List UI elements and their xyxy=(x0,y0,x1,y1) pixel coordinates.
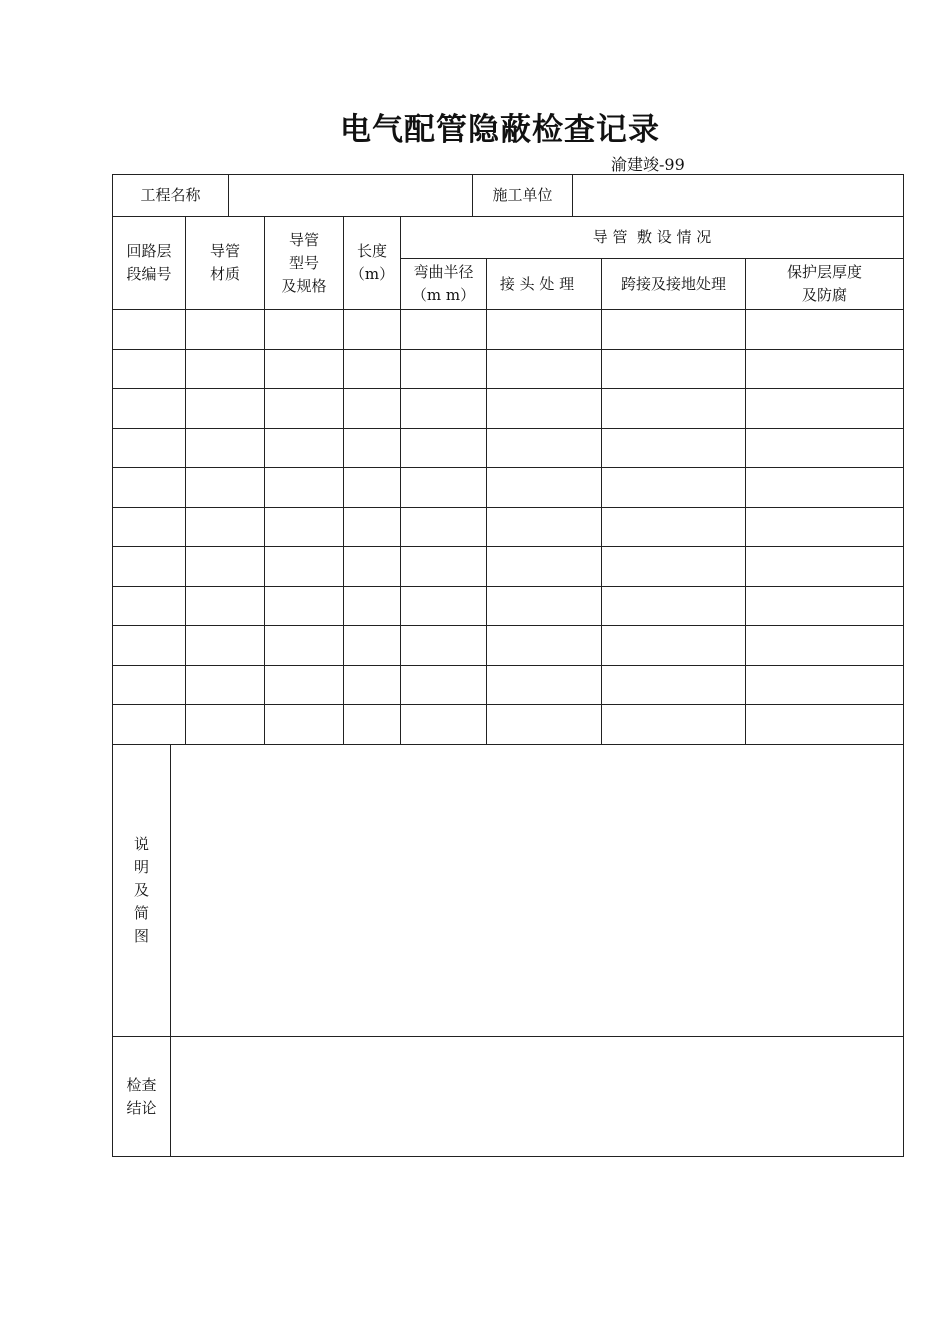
table-cell-bridging-grounding[interactable] xyxy=(602,468,745,507)
table-cell-protective-layer[interactable] xyxy=(746,389,903,428)
table-cell-conduit-type-spec[interactable] xyxy=(265,705,343,744)
table-cell-bend-radius[interactable] xyxy=(401,587,486,626)
table-border-bottom xyxy=(112,1156,904,1157)
table-cell-bridging-grounding[interactable] xyxy=(602,547,745,586)
conclusion-field[interactable] xyxy=(171,1037,903,1156)
table-cell-conduit-type-spec[interactable] xyxy=(265,389,343,428)
table-cell-circuit-segment[interactable] xyxy=(113,626,185,665)
table-cell-conduit-material[interactable] xyxy=(186,350,264,389)
col-header-bend-radius: 弯曲半径 （m m） xyxy=(411,263,476,304)
table-cell-protective-layer[interactable] xyxy=(746,666,903,705)
table-cell-conduit-type-spec[interactable] xyxy=(265,666,343,705)
table-cell-conduit-type-spec[interactable] xyxy=(265,350,343,389)
table-cell-circuit-segment[interactable] xyxy=(113,429,185,468)
table-cell-length[interactable] xyxy=(344,587,400,626)
table-cell-protective-layer[interactable] xyxy=(746,468,903,507)
table-cell-conduit-material[interactable] xyxy=(186,666,264,705)
table-cell-bridging-grounding[interactable] xyxy=(602,666,745,705)
table-cell-conduit-material[interactable] xyxy=(186,705,264,744)
table-cell-length[interactable] xyxy=(344,389,400,428)
table-cell-protective-layer[interactable] xyxy=(746,508,903,547)
table-cell-bend-radius[interactable] xyxy=(401,468,486,507)
col-header-length: 长度 （m） xyxy=(349,242,395,283)
table-cell-joint-treatment[interactable] xyxy=(487,587,601,626)
table-cell-length[interactable] xyxy=(344,508,400,547)
table-cell-length[interactable] xyxy=(344,350,400,389)
contractor-field[interactable] xyxy=(573,175,903,216)
table-cell-conduit-type-spec[interactable] xyxy=(265,547,343,586)
table-cell-bend-radius[interactable] xyxy=(401,666,486,705)
col-header-joint-treatment: 接 头 处 理 xyxy=(499,274,575,293)
table-cell-conduit-type-spec[interactable] xyxy=(265,310,343,349)
table-cell-protective-layer[interactable] xyxy=(746,705,903,744)
table-cell-joint-treatment[interactable] xyxy=(487,310,601,349)
table-cell-joint-treatment[interactable] xyxy=(487,389,601,428)
table-cell-bridging-grounding[interactable] xyxy=(602,389,745,428)
project-name-field[interactable] xyxy=(229,175,472,216)
table-cell-joint-treatment[interactable] xyxy=(487,350,601,389)
table-cell-bridging-grounding[interactable] xyxy=(602,705,745,744)
col-header-conduit-material: 导管 材质 xyxy=(209,242,240,283)
table-cell-length[interactable] xyxy=(344,310,400,349)
table-cell-conduit-material[interactable] xyxy=(186,389,264,428)
table-cell-conduit-material[interactable] xyxy=(186,468,264,507)
table-cell-circuit-segment[interactable] xyxy=(113,350,185,389)
table-cell-circuit-segment[interactable] xyxy=(113,468,185,507)
page-title: 电气配管隐蔽检查记录 xyxy=(340,112,660,148)
table-cell-joint-treatment[interactable] xyxy=(487,666,601,705)
table-cell-conduit-type-spec[interactable] xyxy=(265,429,343,468)
table-cell-bridging-grounding[interactable] xyxy=(602,310,745,349)
table-cell-joint-treatment[interactable] xyxy=(487,429,601,468)
table-cell-length[interactable] xyxy=(344,705,400,744)
table-cell-conduit-type-spec[interactable] xyxy=(265,587,343,626)
table-cell-joint-treatment[interactable] xyxy=(487,705,601,744)
table-cell-protective-layer[interactable] xyxy=(746,350,903,389)
table-cell-joint-treatment[interactable] xyxy=(487,626,601,665)
col-header-circuit-segment: 回路层 段编号 xyxy=(126,242,172,283)
table-cell-circuit-segment[interactable] xyxy=(113,310,185,349)
table-cell-circuit-segment[interactable] xyxy=(113,508,185,547)
table-cell-joint-treatment[interactable] xyxy=(487,468,601,507)
col-group-header-laying: 导 管 敷 设 情 况 xyxy=(592,228,712,246)
table-cell-conduit-material[interactable] xyxy=(186,429,264,468)
table-cell-bridging-grounding[interactable] xyxy=(602,587,745,626)
table-cell-bend-radius[interactable] xyxy=(401,350,486,389)
col-header-bridging-grounding: 跨接及接地处理 xyxy=(620,274,726,293)
table-cell-conduit-material[interactable] xyxy=(186,587,264,626)
table-cell-bend-radius[interactable] xyxy=(401,508,486,547)
table-cell-bridging-grounding[interactable] xyxy=(602,626,745,665)
col-header-protective-layer: 保护层厚度 及防腐 xyxy=(786,263,862,304)
table-cell-circuit-segment[interactable] xyxy=(113,705,185,744)
table-cell-bridging-grounding[interactable] xyxy=(602,508,745,547)
notes-label: 说 明 及 简 图 xyxy=(133,835,149,945)
table-cell-protective-layer[interactable] xyxy=(746,626,903,665)
table-cell-conduit-material[interactable] xyxy=(186,310,264,349)
table-cell-length[interactable] xyxy=(344,468,400,507)
table-cell-length[interactable] xyxy=(344,626,400,665)
table-cell-bend-radius[interactable] xyxy=(401,705,486,744)
table-cell-joint-treatment[interactable] xyxy=(487,508,601,547)
table-cell-circuit-segment[interactable] xyxy=(113,389,185,428)
table-cell-circuit-segment[interactable] xyxy=(113,547,185,586)
conclusion-label: 检查 结论 xyxy=(126,1075,157,1117)
table-cell-bend-radius[interactable] xyxy=(401,429,486,468)
table-cell-bend-radius[interactable] xyxy=(401,389,486,428)
table-cell-conduit-type-spec[interactable] xyxy=(265,626,343,665)
contractor-label: 施工单位 xyxy=(492,186,553,204)
project-name-label: 工程名称 xyxy=(140,186,201,204)
table-cell-length[interactable] xyxy=(344,429,400,468)
table-cell-bridging-grounding[interactable] xyxy=(602,350,745,389)
table-cell-circuit-segment[interactable] xyxy=(113,587,185,626)
table-cell-conduit-type-spec[interactable] xyxy=(265,508,343,547)
table-cell-length[interactable] xyxy=(344,666,400,705)
table-cell-conduit-material[interactable] xyxy=(186,626,264,665)
table-cell-conduit-material[interactable] xyxy=(186,508,264,547)
table-cell-protective-layer[interactable] xyxy=(746,429,903,468)
table-cell-joint-treatment[interactable] xyxy=(487,547,601,586)
table-cell-bend-radius[interactable] xyxy=(401,310,486,349)
table-cell-bridging-grounding[interactable] xyxy=(602,429,745,468)
notes-sketch-area[interactable] xyxy=(171,745,903,1036)
table-cell-protective-layer[interactable] xyxy=(746,547,903,586)
table-cell-protective-layer[interactable] xyxy=(746,310,903,349)
table-cell-protective-layer[interactable] xyxy=(746,587,903,626)
table-cell-length[interactable] xyxy=(344,547,400,586)
table-cell-bend-radius[interactable] xyxy=(401,626,486,665)
col-header-conduit-type-spec: 导管 型号 及规格 xyxy=(281,230,327,295)
table-cell-conduit-material[interactable] xyxy=(186,547,264,586)
table-cell-conduit-type-spec[interactable] xyxy=(265,468,343,507)
form-code: 渝建竣-99 xyxy=(611,155,685,174)
table-cell-circuit-segment[interactable] xyxy=(113,666,185,705)
table-cell-bend-radius[interactable] xyxy=(401,547,486,586)
